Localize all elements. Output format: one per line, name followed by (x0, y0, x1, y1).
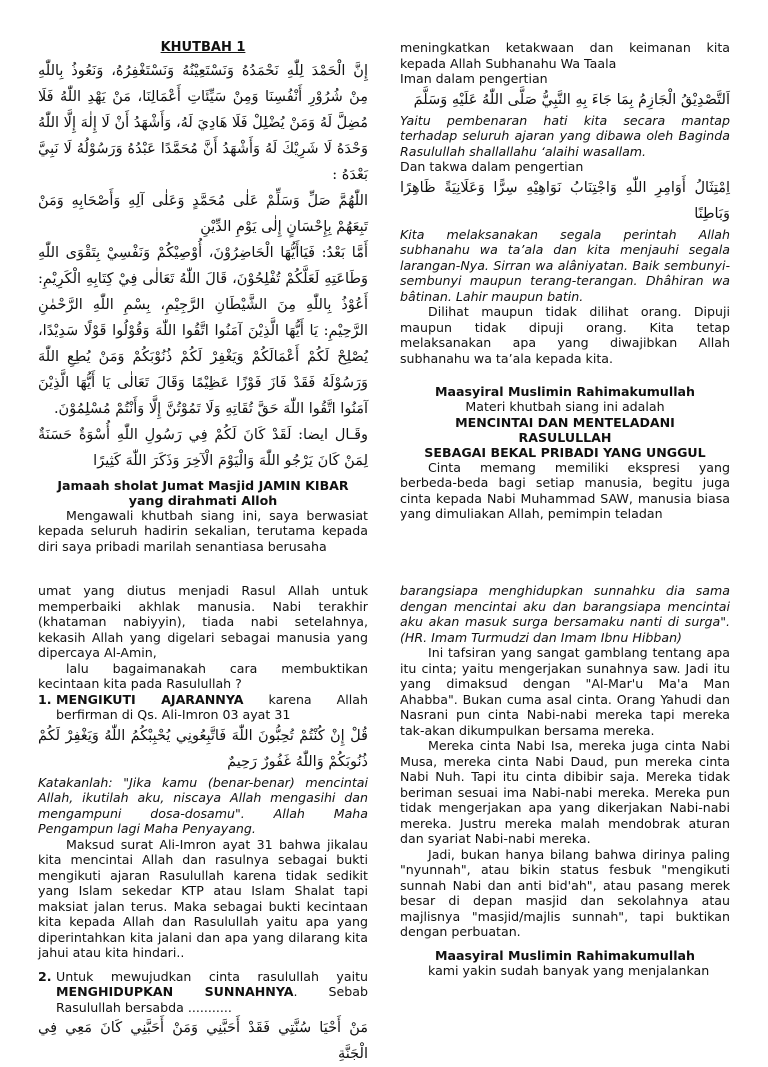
maasyiral-heading: Maasyiral Muslimin Rahimakumullah (434, 384, 695, 399)
item2-post: . Sebab Rasulullah bersabda ........... (56, 984, 368, 1015)
paragraph-1: Ini tafsiran yang sangat gamblang tentang apa itu cinta; yaitu mengerjakan sunahnya saw. Jadi itu yang dimaksud dengan "Al-Mar'u Ma'a Man Ahabba". Bukan cuma asal cinta. Orang Yahudi dan Nasrani pun cinta Nabi-nabi mereka tapi mereka tak-akan dikumpulkan bersama mereka. (400, 645, 730, 738)
takwa-explanation: Dilihat maupun tidak dilihat orang. Dipuji maupun tidak dipuji orang. Kita tetap melaksanakan apa yang diwajibkan Allah subhanahu wa ta’ala kepada kita. (400, 304, 730, 366)
item2-bold: MENGHIDUPKAN SUNNAHNYA (56, 984, 294, 999)
topic-line-1: MENCINTAI DAN MENTELADANI (455, 414, 675, 430)
list-item-1 (38, 692, 368, 723)
iman-meaning: Yaitu pembenaran hati kita secara mantap terhadap seluruh ajaran yang dibawa oleh Baginda Rasulullah shallallahu ‘alaihi wasallam. (400, 112, 730, 159)
hadith-translation: barangsiapa menghidupkan sunnahku dia sama dengan mencintai aku dan barangsiapa mencintai aku akan masuk surga bersamaku nanti di surga". (HR. Imam Turmudzi dan Imam Ibnu Hibban) (400, 583, 730, 645)
arabic-opening: إِنَّ الْحَمْدَ لِلّٰهِ نَحْمَدُهُ وَنَسْتَعِيْنُهُ وَنَسْتَغْفِرُهُ، وَنَعُوذُ بِاللّٰهِ مِنْ شُرُوْرِ أَنْفُسِنَا وَمِنْ سَيِّئَاتِ أَعْمَالِنَا، مَنْ يَهْدِ اللّٰهُ فَلَا مُضِلَّ لَهُ وَمَنْ يُضْلِلْ فَلَا هَادِيَ لَهُ، وَأَشْهَدُ أَنْ لَا إِلٰهَ إِلَّا اللّٰهُ وَحْدَهُ لَا شَرِيْكَ لَهُ وَأَشْهَدُ أَنَّ مُحَمَّدًا عَبْدُهُ وَرَسُوْلُهُ لَا نَبِيَّ بَعْدَهُ : (38, 62, 368, 183)
item2-pre: Untuk mewujudkan cinta rasulullah yaitu (56, 968, 368, 984)
verse-explanation: Maksud surat Ali-Imron ayat 31 bahwa jikalau kita mencintai Allah dan rasulnya sebagai bukti mengikuti ajaran Rasulullah karena tidak sedikit yang Islam sekedar KTP atau Islam Shalat tapi maksiat jalan terus. Maka sebagai bukti kecintaan kita kepada Allah dan Rasulullah yaitu apa yang diperintahkan kita jalani dan apa yang dilarang kita jahui atau kita hindari.. (38, 836, 368, 960)
topic-line-3: SEBAGAI BEKAL PRIBADI YANG UNGGUL (424, 444, 706, 460)
item1-rest: karena Allah berfirman di Qs. Ali-Imron 03 ayat 31 (56, 691, 368, 722)
wasiat-paragraph: Mengawali khutbah siang ini, saya berwasiat kepada seluruh hadirin sekalian, terutama kepada diri saya pribadi marilah senantiasa berusaha (38, 507, 368, 554)
arabic-takwa: اِمْتِثَالُ أَوَامِرِ اللّٰهِ وَاجْتِنَابُ نَوَاهِيْهِ سِرًّا وَعَلَانِيَةً ظَاهِرًا وَبَاطِنًا (400, 179, 730, 222)
question-text: lalu bagaimanakah cara membuktikan kecintaan kita pada Rasulullah ? (38, 660, 368, 691)
column-4 (400, 583, 730, 978)
last-line: kami yakin sudah banyak yang menjalankan (428, 962, 710, 978)
list-number: 1. (38, 691, 52, 707)
cinta-paragraph: Cinta memang memiliki ekspresi yang berbeda-beda bagi setiap manusia, begitu juga cinta kepada Nabi Muhammad SAW, manusia biasa yang dimuliakan Allah, pemimpin teladan (400, 459, 730, 521)
takwa-meaning: Kita melaksanakan segala perintah Allah subhanahu wa ta’ala dan kita menjauhi segala larangan-Nya. Sirran wa alâniyatan. Baik sembunyi-sembunyi maupun terang-terangan. Dhâhiran wa bâtinan. Lahir maupun batin. (400, 226, 730, 304)
arabic-ahzab: وقَـال ايضا: لَقَدْ كَانَ لَكُمْ فِي رَسُولِ اللّٰهِ أُسْوَةٌ حَسَنَةٌ لِمَنْ كَانَ يَرْجُو اللّٰهَ وَالْيَوْمَ الْآخِرَ وَذَكَرَ اللّٰهَ كَثِيرًا (38, 426, 368, 469)
arabic-wasiat: أَمَّا بَعْدُ: فَيَاأَيُّهَا الْحَاضِرُوْنَ، أُوْصِيْكُمْ وَنَفْسِيْ بِتَقْوَى اللّٰهِ وَطَاعَتِهِ لَعَلَّكُمْ تُفْلِحُوْنَ، قَالَ اللّٰهُ تَعَالٰى فِيْ كِتَابِهِ الْكَرِيْمِ: أَعُوْذُ بِاللّٰهِ مِنَ الشَّيْطَانِ الرَّجِيْمِ، بِسْمِ اللّٰهِ الرَّحْمٰنِ الرَّحِيْمِ: يَا أَيُّهَا الَّذِيْنَ آمَنُوا اتَّقُوا اللّٰهَ وَقُوْلُوا قَوْلًا سَدِيْدًا، يُصْلِحْ لَكُمْ أَعْمَالَكُمْ وَيَغْفِرْ لَكُمْ ذُنُوْبَكُمْ وَمَنْ يُطِعِ اللّٰهَ وَرَسُوْلَهُ فَقَدْ فَازَ فَوْزًا عَظِيْمًا وَقَالَ تَعَالٰى يَا أَيُّهَا الَّذِيْنَ آمَنُوا اتَّقُوا اللّٰهَ حَقَّ تُقَاتِهِ وَلَا تَمُوْتُنَّ إِلَّا وَأَنْتُمْ مُسْلِمُوْنَ. (38, 244, 368, 417)
continuation-text: umat yang diutus menjadi Rasul Allah untuk memperbaiki akhlak manusia. Nabi terakhir (khataman nabiyyin), tiada nabi setelahnya, kekasih Allah yang digelari sebagai manusia yang dipercaya Al-Amin, (38, 583, 368, 660)
paragraph-3: Jadi, bukan hanya bilang bahwa dirinya paling "nyunnah", atau bikin status fesbuk "mengikuti sunnah Nabi dan anti bid'ah", atau pasang merek besar di depan masjid dan sekolahnya atau majlisnya "masjid/majlis sunnah", tapi buktikan dengan perbuatan. (400, 846, 730, 939)
column-1 (38, 40, 368, 554)
takwa-label: Dan takwa dalam pengertian (400, 159, 584, 174)
column-3 (38, 583, 368, 1067)
arabic-iman: اَلتَّصْدِيْقُ الْجَازِمُ بِمَا جَاءَ بِهِ النَّبِيُّ صَلَّى اللّٰهُ عَلَيْهِ وَسَلَّمَ (413, 91, 730, 108)
column-2 (400, 40, 730, 522)
paragraph-2: Mereka cinta Nabi Isa, mereka juga cinta Nabi Musa, mereka cinta Nabi Daud, pun mereka cinta Nabi Nuh. Tapi itu cinta dibibir saja. Mereka tidak beriman sesuai ima Nabi-nabi mereka. Mereka pun tidak mengerjakan apa yang dikerjakan Nabi-nabi mereka. Justru mereka malah mendobrak aturan dan syariat Nabi-nabi mereka. (400, 738, 730, 846)
materi-label: Materi khutbah siang ini adalah (465, 399, 665, 414)
verse-translation: Katakanlah: "Jika kamu (benar-benar) mencintai Allah, ikutilah aku, niscaya Allah mengasihi dan mengampuni dosa-dosamu". Allah Maha Pengampun lagi Maha Penyayang. (38, 774, 368, 836)
page-title: KHUTBAH 1 (160, 40, 246, 55)
jamaah-heading: Jamaah sholat Jumat Masjid JAMIN KIBAR yang dirahmati Alloh (57, 477, 349, 508)
arabic-shalawat: اللّٰهُمَّ صَلِّ وَسَلِّمْ عَلٰى مُحَمَّدٍ وَعَلٰى آلِهِ وَأَصْحَابِهِ وَمَنْ تَبِعَهُمْ بِإِحْسَانٍ إِلٰى يَوْمِ الدِّيْنِ (38, 192, 368, 235)
topic-line-2: RASULULLAH (518, 429, 612, 445)
list-item-2 (38, 969, 368, 1016)
item1-bold: MENGIKUTI AJARANNYA (56, 691, 244, 707)
list-number: 2. (38, 968, 52, 984)
maasyiral-heading: Maasyiral Muslimin Rahimakumullah (434, 947, 695, 963)
iman-label: Iman dalam pengertian (400, 71, 548, 86)
arabic-hadith: مَنْ أَحْيَا سُنَّتِي فَقَدْ أَحَبَّنِي وَمَنْ أَحَبَّنِي كَانَ مَعِي فِي الْجَنَّةِ (38, 1020, 368, 1062)
continuation-text: meningkatkan ketakwaan dan keimanan kita kepada Allah Subhanahu Wa Taala (400, 40, 730, 71)
arabic-ali-imran: قُلْ إِنْ كُنْتُمْ تُحِبُّونَ اللّٰهَ فَاتَّبِعُونِي يُحْبِبْكُمُ اللّٰهُ وَيَغْفِرْ لَكُمْ ذُنُوبَكُمْ وَاللّٰهُ غَفُورٌ رَحِيمٌ (38, 727, 368, 770)
